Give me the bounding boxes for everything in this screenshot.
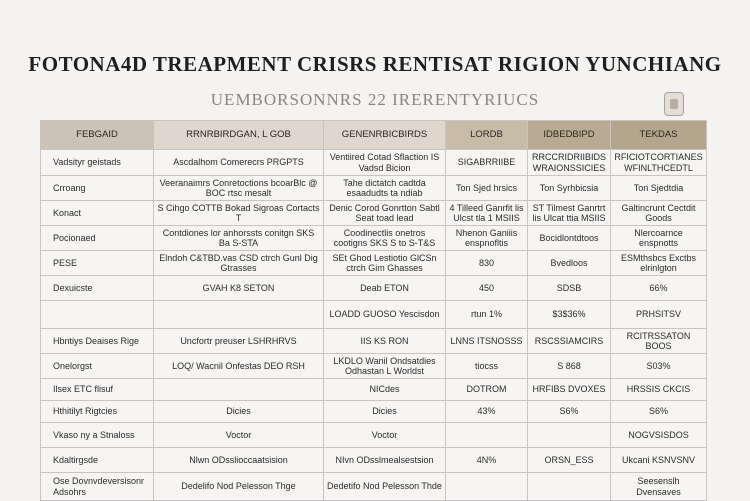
table-cell: Ventiired Cotad Sflaction IS Vadsd Bicion: [324, 150, 446, 176]
row-label-cell: Hthitilyt Rigtcies: [41, 401, 154, 423]
table-cell: RSCSSIAMCIRS: [528, 329, 611, 354]
column-header: GENENRBICBIRDS: [324, 121, 446, 150]
table-cell: Bocidlontdtoos: [528, 226, 611, 251]
table-cell: [528, 473, 611, 501]
table-cell: ST Tilmest Ganrtrt lis Ulcat ttia MSIIS: [528, 201, 611, 226]
table-cell: Dicies: [154, 401, 324, 423]
table-cell: S6%: [611, 401, 707, 423]
table-cell: Tahe dictatch cadtda esaadudts ta ndiab: [324, 176, 446, 201]
table-row: [41, 226, 707, 251]
table-row: [41, 423, 707, 448]
table-cell: Seesenslh Dvensaves: [611, 473, 707, 501]
table-row: [41, 448, 707, 473]
table-cell: 66%: [611, 276, 707, 301]
table-row: [41, 276, 707, 301]
row-label-cell: Onelorgst: [41, 354, 154, 379]
table-cell: NIvn ODsslmealsestsion: [324, 448, 446, 473]
row-label-cell: PESE: [41, 251, 154, 276]
row-label-cell: Hbntiys Deaises Rige: [41, 329, 154, 354]
row-label-cell: Pocionaed: [41, 226, 154, 251]
table-cell: [154, 301, 324, 329]
row-label-cell: [41, 301, 154, 329]
page-subtitle: UEMBORSONNRS 22 IRERENTYRIUCS: [210, 90, 540, 109]
table-cell: HRSSIS CKCIS: [611, 379, 707, 401]
table-cell: Ton Syrhbicsia: [528, 176, 611, 201]
table-cell: [446, 423, 528, 448]
row-label-cell: Ose Dovnvdeversisonr Adsohrs: [41, 473, 154, 501]
table-cell: PRHSITSV: [611, 301, 707, 329]
table-cell: Uncfortr preuser LSHRHRVS: [154, 329, 324, 354]
table-cell: Galtincrunt Cectdit Goods: [611, 201, 707, 226]
table-cell: [528, 423, 611, 448]
row-label-cell: Kdaltirgsde: [41, 448, 154, 473]
table-cell: RCITRSSATON BOOS: [611, 329, 707, 354]
table-cell: rtun 1%: [446, 301, 528, 329]
table-cell: Deab ETON: [324, 276, 446, 301]
table-cell: 4N%: [446, 448, 528, 473]
table-row: [41, 150, 707, 176]
table-cell: Veeranaimrs Conretoctions bcoarBlc @ BOC rtsc mesalt: [154, 176, 324, 201]
table-cell: Dedelifo Nod Pelesson Thge: [154, 473, 324, 501]
table-cell: GVAH K8 SETON: [154, 276, 324, 301]
row-label-cell: Ilsex ETC flisuf: [41, 379, 154, 401]
table-cell: tiocss: [446, 354, 528, 379]
table-cell: SIGABRRIIBE: [446, 150, 528, 176]
table-cell: Bvedloos: [528, 251, 611, 276]
table-cell: Dedetifo Nod Pelesson Thde: [324, 473, 446, 501]
table-row: [41, 201, 707, 226]
table-cell: Coodinectlis onetros cootigns SKS S to S-T&S: [324, 226, 446, 251]
table-cell: $3$36%: [528, 301, 611, 329]
column-header: TEKDAS: [611, 121, 707, 150]
table-cell: Contdiones lor anhorssts conitgn SKS Ba S-STA: [154, 226, 324, 251]
comparison-table: [40, 120, 707, 501]
table-cell: Denic Corod Gonrtton Sabtl Seat toad lead: [324, 201, 446, 226]
table-cell: RRCCRIDRIIBIDS WRAIONSSICIES: [528, 150, 611, 176]
table-body: [41, 150, 707, 501]
table-header-row: [41, 121, 707, 150]
scroll-handle[interactable]: [664, 92, 684, 116]
table-cell: Nlercoarnce enspnotts: [611, 226, 707, 251]
table-cell: S03%: [611, 354, 707, 379]
row-label-cell: Dexuicste: [41, 276, 154, 301]
row-label-cell: Vkaso ny a Stnaloss: [41, 423, 154, 448]
table-row: [41, 401, 707, 423]
table-cell: 830: [446, 251, 528, 276]
page-title: FOTONA4D TREAPMENT CRISRS RENTISAT RIGION YUNCHIANG: [28, 52, 722, 76]
table-row: [41, 379, 707, 401]
table-cell: HRFIBS DVOXES: [528, 379, 611, 401]
table-cell: SDSB: [528, 276, 611, 301]
table-cell: Ukcani KSNVSNV: [611, 448, 707, 473]
table-cell: Elndoh C&TBD.vas CSD ctrch Gunl Dig Gtrasses: [154, 251, 324, 276]
table-cell: DOTROM: [446, 379, 528, 401]
table-row: [41, 251, 707, 276]
table-cell: LOQ/ Wacnil Onfestas DEO RSH: [154, 354, 324, 379]
table-cell: ORSN_ESS: [528, 448, 611, 473]
table-cell: Nlwn ODsslioccaatsision: [154, 448, 324, 473]
table-cell: Voctor: [154, 423, 324, 448]
table-cell: S 868: [528, 354, 611, 379]
table-cell: 43%: [446, 401, 528, 423]
table-cell: Ascdalhom Comerecrs PRGPTS: [154, 150, 324, 176]
table-cell: LNNS ITSNOSSS: [446, 329, 528, 354]
table-cell: RFICIOTCORTIANES WFINLTHCEDTL: [611, 150, 707, 176]
table-cell: S6%: [528, 401, 611, 423]
table-cell: [446, 473, 528, 501]
column-header: FEBGAID: [41, 121, 154, 150]
table-cell: IIS KS RON: [324, 329, 446, 354]
table-cell: [154, 379, 324, 401]
table-cell: Nhenon Ganiiis enspnofltis: [446, 226, 528, 251]
table-row: [41, 354, 707, 379]
table-row: [41, 473, 707, 501]
table-cell: S Cihgo COTTB Bokad Sigroas Cortacts T: [154, 201, 324, 226]
row-label-cell: Konact: [41, 201, 154, 226]
column-header: RRNRBIRDGAN, L GOB: [154, 121, 324, 150]
table-row: [41, 329, 707, 354]
table-cell: LOADD GUOSO Yescisdon: [324, 301, 446, 329]
table-cell: Ton Sjedtdia: [611, 176, 707, 201]
table-row: [41, 301, 707, 329]
table-row: [41, 176, 707, 201]
table-cell: Voctor: [324, 423, 446, 448]
table-cell: NOGVSISDOS: [611, 423, 707, 448]
table-cell: LKDLO Wanil Ondsatdies Odhastan L Worldst: [324, 354, 446, 379]
column-header: IDBEDBIPD: [528, 121, 611, 150]
table-cell: NICdes: [324, 379, 446, 401]
table-cell: SEt Ghod Lestiotio GlCSn ctrch Gim Ghasses: [324, 251, 446, 276]
table-cell: Ton Sjed hrsics: [446, 176, 528, 201]
table-cell: 4 Tilleed Ganrfit lis Ulcst tla 1 MSIIS: [446, 201, 528, 226]
row-label-cell: Vadsityr geistads: [41, 150, 154, 176]
row-label-cell: Crroang: [41, 176, 154, 201]
column-header: LORDB: [446, 121, 528, 150]
table-cell: Dicies: [324, 401, 446, 423]
table-cell: ESMthsbcs Exctbs elrinlgton: [611, 251, 707, 276]
table-cell: 450: [446, 276, 528, 301]
